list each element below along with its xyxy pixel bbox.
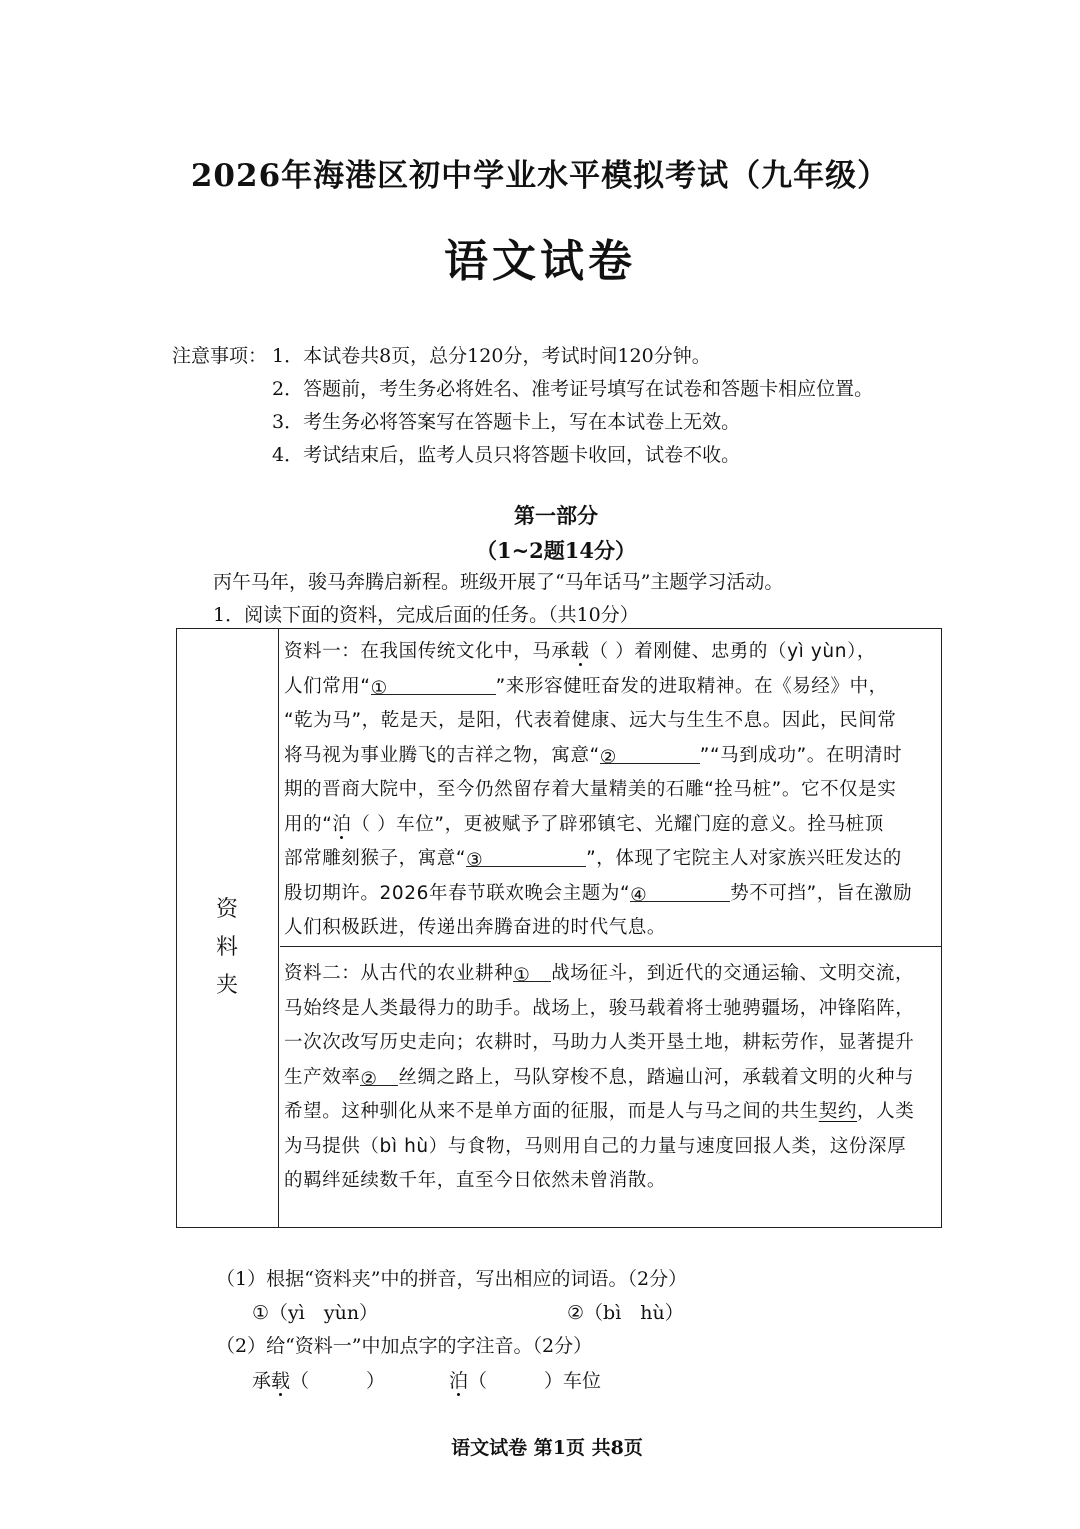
material-line: 部常雕刻猴子，寓意“③ ”，体现了宅院主人对家族兴旺发达的 [284,842,937,877]
material-line: 资料二：从古代的农业耕种① 战场征斗，到近代的交通运输、文明交流， [284,957,937,992]
question-1-2: （2）给“资料一”中加点字的字注音。（2分） [216,1335,593,1357]
material-line: 期的晋商大院中，至今仍然留存着大量精美的石雕“拴马桩”。它不仅是实 [284,779,897,800]
question-1-1: （1）根据“资料夹”中的拼音，写出相应的词语。（2分） [216,1268,688,1290]
material-line: 资料一：在我国传统文化中，马承载（ ）着刚健、忠勇的（yì yùn）， [284,641,877,662]
question-1-2-item-b: 泊（ ）车位 [449,1370,602,1392]
question-1-1-item-b: ②（bì hù） [567,1302,684,1324]
punct-blank-2: ② [360,1063,398,1086]
dotted-char: 载 [570,641,590,662]
activity-intro: 丙午马年，骏马奔腾启新程。班级开展了“马年话马”主题学习活动。 [213,571,784,593]
instruction-item: 3．考生务必将答案写在答题卡上，写在本试卷上无效。 [272,411,741,433]
punct-blank-1: ① [513,959,551,982]
instruction-row [172,439,873,472]
material-line: 殷切期许。2026年春节联欢晚会主题为“④ 势不可挡”，旨在激励 [284,877,937,912]
blank-1: ① [371,672,496,695]
exam-subject-title: 语文试卷 [444,236,636,287]
instructions-lead: 注意事项： [172,345,268,367]
material-line: 人们积极跃进，传递出奔腾奋进的时代气息。 [284,917,667,938]
material-line: 将马视为事业腾飞的吉祥之物，寓意“② ”“马到成功”。在明清时 [284,739,937,774]
material-folder [176,628,942,1228]
folder-label: 资 料 夹 [215,897,238,998]
material-two [280,947,941,1227]
instructions [172,340,873,472]
question-1-1-item-a: ①（yì yùn） [252,1302,379,1324]
page-footer: 语文试卷 第1页 共8页 [451,1437,643,1459]
material-one [280,629,941,947]
material-line: 马始终是人类最得力的助手。战场上，骏马载着将士驰骋疆场，冲锋陷阵， [284,997,915,1019]
part-title: 第一部分 [514,503,598,528]
question-1-2-item-a: 承载（ ） [252,1370,386,1392]
blank-4: ④ [630,879,730,902]
instruction-row [172,340,873,373]
part-score: （1~2题14分） [475,538,637,563]
instruction-item: 4．考试结束后，监考人员只将答题卡收回，试卷不收。 [272,444,741,466]
material-line: 为马提供（bì hù）与食物，马则用自己的力量与速度回报人类，这份深厚 [284,1135,907,1157]
pinyin: bì hù [379,1135,429,1157]
instruction-row [172,406,873,439]
instruction-row [172,373,873,406]
exam-title: 2026年海港区初中学业水平模拟考试（九年级） [190,158,890,194]
dotted-char: 泊 [332,813,352,835]
blank-2: ② [600,741,700,764]
instruction-item: 1．本试卷共8页，总分120分，考试时间120分钟。 [272,345,711,367]
folder-label-column [177,629,279,1227]
instruction-item: 2．答题前，考生务必将姓名、准考证号填写在试卷和答题卡相应位置。 [272,378,874,400]
dotted-char: 泊 [449,1370,469,1392]
underlined-word: 契约 [818,1101,858,1122]
material-line: 用的“泊（ ）车位”，更被赋予了辟邪镇宅、光耀门庭的意义。拴马桩顶 [284,813,884,835]
dotted-char: 载 [271,1370,291,1392]
material-line: 人们常用“① ”来形容健旺奋发的进取精神。在《易经》中， [284,670,937,705]
material-line: 一次次改写历史走向；农耕时，马助力人类开垦土地，耕耘劳作，显著提升 [284,1032,915,1053]
material-line: 的羁绊延续数千年，直至今日依然未曾消散。 [284,1170,667,1191]
material-line: 希望。这种驯化从来不是单方面的征服，而是人与马之间的共生契约，人类 [284,1101,915,1122]
question-1-prompt: 1．阅读下面的资料，完成后面的任务。（共10分） [213,604,639,626]
material-line: 生产效率② 丝绸之路上，马队穿梭不息，踏遍山河，承载着文明的火种与 [284,1061,937,1096]
pinyin: yì yùn [787,641,848,662]
blank-3: ③ [466,844,586,867]
material-line: “乾为马”，乾是天，是阳，代表着健康、远大与生生不息。因此，民间常 [284,710,897,731]
